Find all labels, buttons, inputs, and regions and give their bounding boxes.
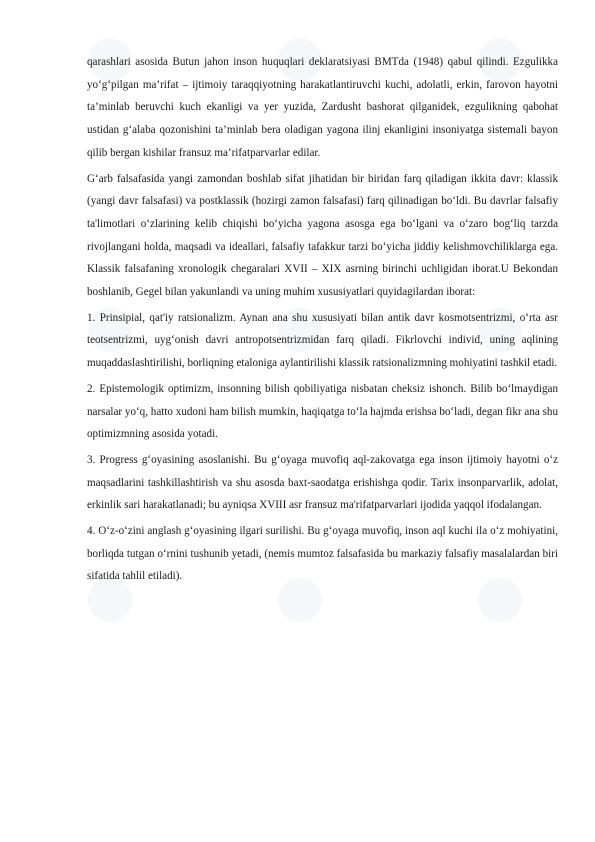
paragraph-western-philosophy: G‘arb falsafasida yangi zamondan boshlab sifat jihatidan bir biridan farq qiladigan ikkita davr: klassik (yangi davr falsafasi) va postklassik (hozirgi zamon falsafasi) farq qilinadigan bo‘ldi. Bu davrlar falsafiy ta'limotlari o‘zlarining kelib chiqishi bo‘yicha yagona asosga ega bo‘lgani va o‘zaro bog‘liq tarzda rivojlangani holda, maqsadi va ideallari, falsafiy tafakkur tarzi bo‘yicha jiddiy kelishmovchiliklarga ega. Klassik falsafaning xronologik chegaralari XVII – XIX asrning birinchi uchligidan iborat.U Bekondan boshlanib, Gegel bilan yakunlandi va uning muhim xususiyatlari quyidagilardan iborat: (87, 172, 558, 299)
paragraph-intro: qarashlari asosida Butun jahon inson huquqlari deklaratsiyasi BMTda (1948) qabul qilindi. Ezgulikka yo‘g‘pilgan ma’rifat – ijtimoiy taraqqiyotning harakatlantiruvchi kuchi, adolatli, erkin, farovon hayotni ta’minlab beruvchi kuch ekanligi va yer yuzida, Zardusht bashorat qilganidek, ezgulikning qabohat ustidan g‘alaba qozonishini ta’minlab bera oladigan yagona ilinj ekanligini insoniyatga sistemali bayon qilib bergan kishilar fransuz ma’rifatparvarlar edilar. (87, 56, 558, 159)
paragraph-point-1: 1. Prinsipial, qat'iy ratsionalizm. Aynan ana shu xususiyati bilan antik davr kosmotsentrizmi, o‘rta asr teotsentrizmi, uyg‘onish davri antropotsentrizmidan farq qiladi. Fikrlovchi individ, uning aqlining muqaddaslashtirilishi, borliqning etaloniga aylantirilishi klassik ratsionalizmning mohiyatini tashkil etadi. (87, 311, 558, 370)
paragraph-point-3: 3. Progress g‘oyasining asoslanishi. Bu g‘oyaga muvofiq aql-zakovatga ega inson ijtimoiy hayotni o‘z maqsadlarini tashkillashtirish va shu asosda baxt-saodatga erishishga qodir. Tarix insonparvarlik, adolat, erkinlik sari harakatlanadi; bu ayniqsa XVIII asr fransuz ma'rifatparvarlari ijodida yaqqol ifodalangan. (87, 453, 558, 512)
document-body (87, 51, 558, 591)
paragraph-point-2: 2. Epistemologik optimizm, insonning bilish qobiliyatiga nisbatan cheksiz ishonch. Bilib bo‘lmaydigan narsalar yo‘q, hatto xudoni ham bilish mumkin, haqiqatga to‘la hajmda erishsa bo‘ladi, degan fikr ana shu optimizmning asosida yotadi. (87, 382, 558, 441)
paragraph-point-4: 4. O‘z-o‘zini anglash g‘oyasining ilgari surilishi. Bu g‘oyaga muvofiq, inson aql kuchi ila o‘z mohiyatini, borliqda tutgan o‘rnini tushunib yetadi, (nemis mumtoz falsafasida bu markaziy falsafiy masalalardan biri sifatida tahlil etiladi). (87, 525, 558, 583)
